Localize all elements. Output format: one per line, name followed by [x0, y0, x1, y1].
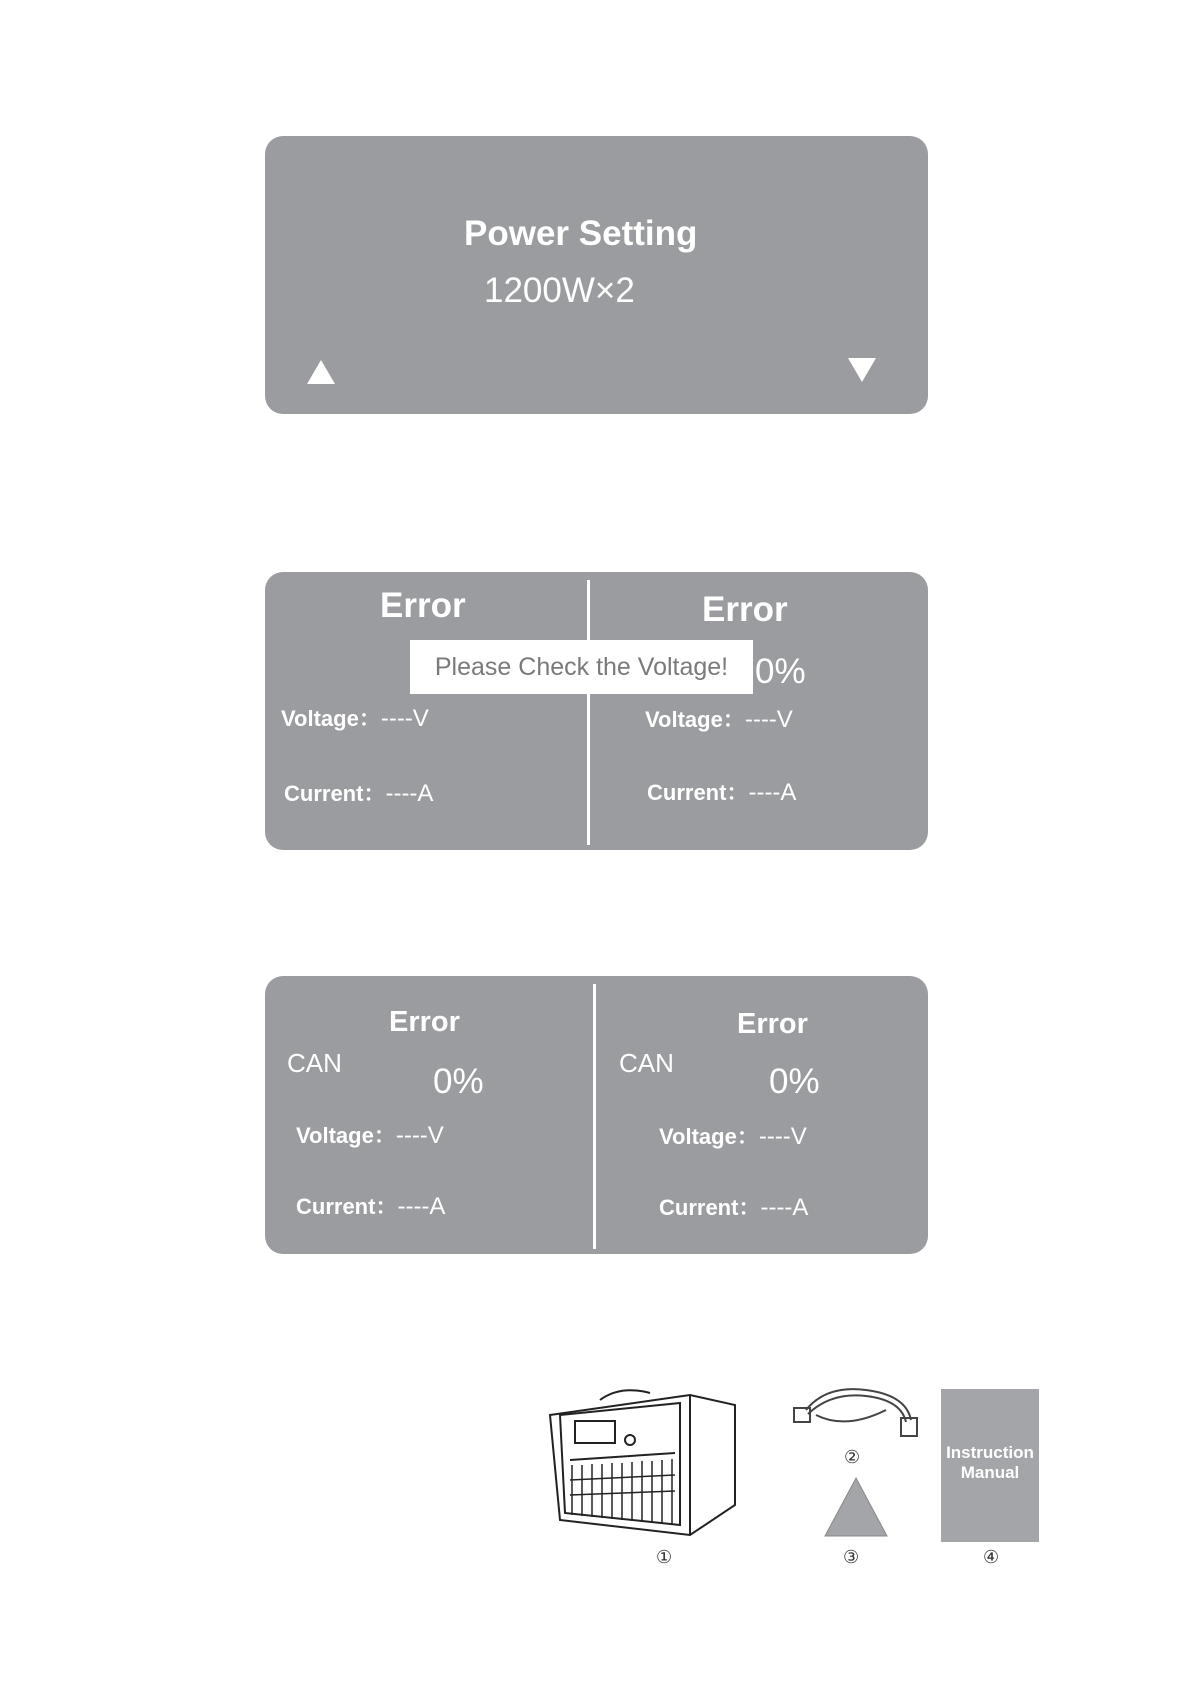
warning-triangle-illustration: [823, 1476, 889, 1538]
current-label: Current：: [284, 781, 386, 806]
left-percent: 0%: [433, 1062, 484, 1101]
voltage-value: ----V: [758, 1123, 807, 1150]
can-error-panel: [265, 976, 928, 1254]
manual-label: Instruction Manual: [946, 1443, 1034, 1482]
current-label: Current：: [296, 1194, 398, 1219]
right-error-title: Error: [737, 1008, 808, 1040]
right-voltage-row: [659, 1120, 807, 1151]
right-error-title: Error: [702, 590, 788, 629]
triangle-up-icon[interactable]: [307, 360, 335, 384]
current-label: Current：: [659, 1195, 761, 1220]
left-current-row: [284, 777, 433, 808]
voltage-label: Voltage：: [659, 1124, 759, 1149]
current-value: ----A: [385, 780, 434, 807]
voltage-error-panel: [265, 572, 928, 850]
voltage-label: Voltage：: [281, 706, 381, 731]
voltage-check-popup: Please Check the Voltage!: [410, 640, 753, 694]
power-setting-panel: [265, 136, 928, 414]
voltage-label: Voltage：: [645, 707, 745, 732]
item-number-4: ④: [983, 1547, 1000, 1568]
power-setting-title: Power Setting: [464, 214, 698, 253]
right-voltage-row: [645, 703, 793, 734]
left-error-title: Error: [389, 1006, 460, 1038]
power-station-illustration: [540, 1385, 740, 1545]
item-number-1: ①: [656, 1547, 673, 1568]
left-can-label: CAN: [287, 1048, 342, 1078]
current-value: ----A: [748, 779, 797, 806]
left-voltage-row: [281, 702, 429, 733]
right-can-label: CAN: [619, 1048, 674, 1078]
current-value: ----A: [760, 1194, 809, 1221]
current-label: Current：: [647, 780, 749, 805]
right-percent: 0%: [769, 1062, 820, 1101]
item-number-2: ②: [844, 1447, 861, 1468]
right-percent: 0%: [755, 652, 806, 691]
triangle-down-icon[interactable]: [848, 358, 876, 382]
left-error-title: Error: [380, 586, 466, 625]
voltage-value: ----V: [380, 705, 429, 732]
left-voltage-row: [296, 1119, 444, 1150]
right-current-row: [659, 1191, 808, 1222]
power-cable-illustration: [786, 1380, 926, 1450]
voltage-label: Voltage：: [296, 1123, 396, 1148]
power-setting-value: 1200W×2: [484, 271, 635, 310]
instruction-manual: [941, 1389, 1039, 1542]
panel-divider: [593, 984, 596, 1249]
voltage-value: ----V: [744, 706, 793, 733]
panel-divider: [587, 580, 590, 845]
item-number-3: ③: [843, 1547, 860, 1568]
current-value: ----A: [397, 1193, 446, 1220]
right-current-row: [647, 776, 796, 807]
left-current-row: [296, 1190, 445, 1221]
voltage-value: ----V: [395, 1122, 444, 1149]
